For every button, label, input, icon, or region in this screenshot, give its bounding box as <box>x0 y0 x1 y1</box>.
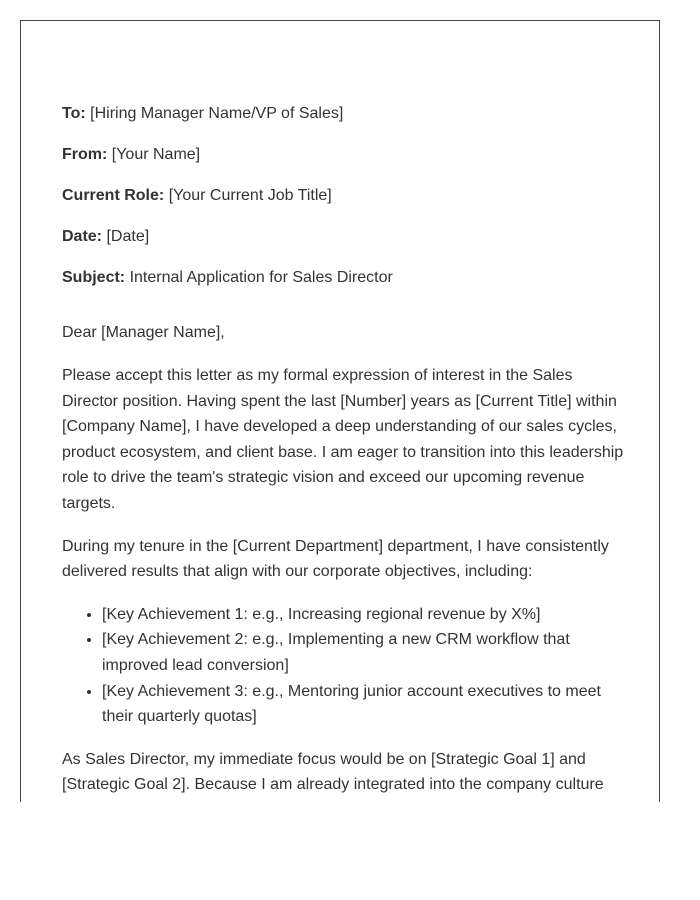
memo-current-role <box>62 185 632 206</box>
memo-to-value: [Hiring Manager Name/VP of Sales] <box>90 105 344 122</box>
memo-subject-value: Internal Application for Sales Director <box>129 269 393 286</box>
memo-to <box>62 103 632 124</box>
memo-to-label: To: <box>62 105 86 122</box>
memo-subject-label: Subject: <box>62 269 126 286</box>
memo-date-label: Date: <box>62 228 103 245</box>
letter-page <box>20 20 660 802</box>
list-item: • [Key Achievement 1: e.g., Increasing regional revenue by X%] <box>102 602 632 628</box>
list-item: • [Key Achievement 3: e.g., Mentoring junior account executives to meet their quarterly quotas] <box>102 679 632 730</box>
letter-content <box>62 103 632 802</box>
achievements-list <box>62 602 632 730</box>
memo-role-value: [Your Current Job Title] <box>168 187 332 204</box>
paragraph-intro: Please accept this letter as my formal expression of interest in the Sales Director position. Having spent the last [Number] years as [Current Title] within [Company Name], I have developed a deep understanding of our sales cycles, product ecosystem, and client base. I am eager to transition into this leadership role to drive the team's strategic vision and exceed our upcoming revenue targets. <box>62 367 624 512</box>
memo-from-value: [Your Name] <box>111 146 201 163</box>
paragraph-goals: As Sales Director, my immediate focus would be on [Strategic Goal 1] and [Strategic Goal 2]. Because I am already integrated into the company culture <box>62 750 604 794</box>
paragraph-tenure: During my tenure in the [Current Department] department, I have consistently delivered results that align with our corporate objectives, including: <box>62 537 609 581</box>
memo-subject <box>62 267 632 288</box>
memo-role-label: Current Role: <box>62 187 165 204</box>
salutation: Dear [Manager Name], <box>62 324 225 341</box>
memo-from-label: From: <box>62 146 108 163</box>
list-item: • [Key Achievement 2: e.g., Implementing a new CRM workflow that improved lead conversion] <box>102 627 632 678</box>
memo-date <box>62 226 632 247</box>
memo-from <box>62 144 632 165</box>
memo-date-value: [Date] <box>106 228 150 245</box>
